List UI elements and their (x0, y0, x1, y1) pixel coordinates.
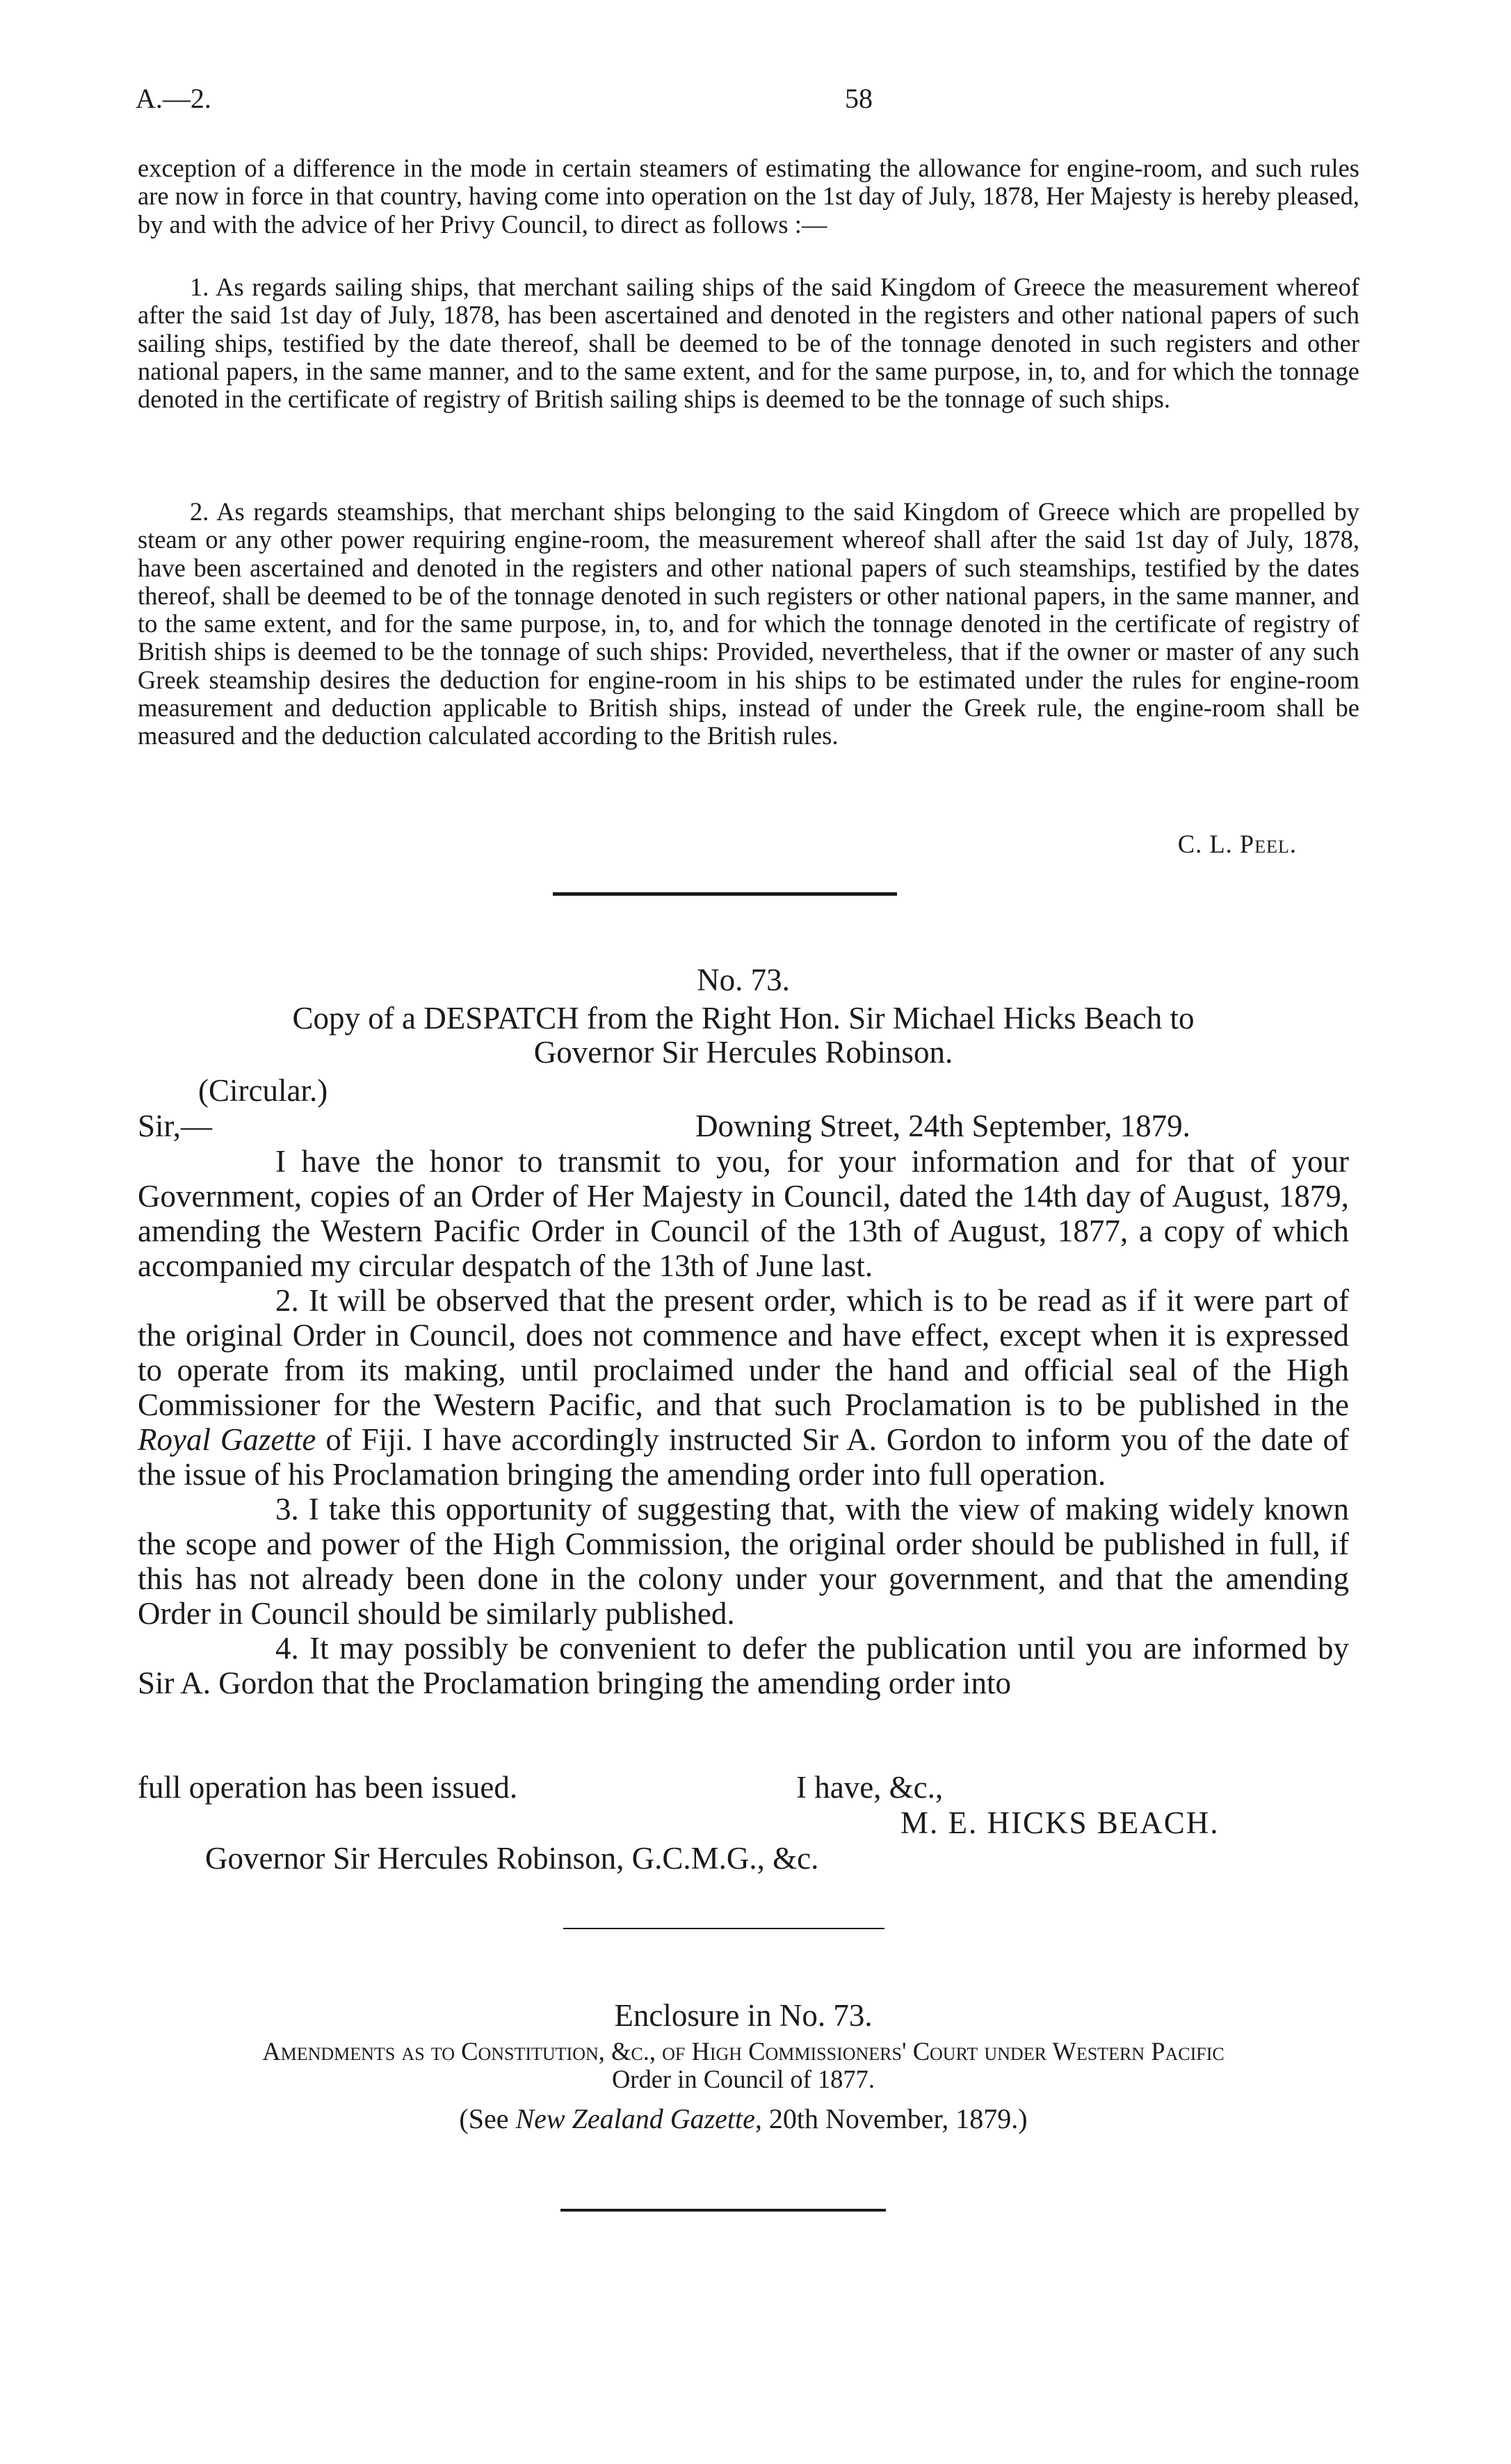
section-divider-3 (560, 2209, 886, 2212)
despatch-paragraph-4-last-line: full operation has been issued. (138, 1770, 518, 1805)
despatch-body (138, 1144, 1349, 1700)
enclosure-note-before: (See (459, 2103, 516, 2134)
running-header (136, 82, 1359, 124)
paragraph-2-text-a: 2. It will be observed that the present order, which is to be read as if it were part of the original Order in Council, does not commence and have effect, except when it is expressed to operate from its making, until proclaimed under the hand and official seal of the High Commissioner for the Western Pacific, and that such Proclamation is to be published in the (138, 1283, 1349, 1422)
despatch-closing: I have, &c., (796, 1770, 944, 1805)
despatch-title-line-2 (138, 1035, 1349, 1070)
paper-reference: A.—2. (136, 83, 211, 114)
salutation: Sir,— (138, 1109, 212, 1143)
despatch-paragraph-3: 3. I take this opportunity of suggesting that, with the view of making widely known the scope and power of the High Commission, the original order should be published in full, if this has not already been done in the colony under your government, and that the amending Order in Council should be similarly published. (138, 1492, 1349, 1631)
despatch-title-line-1 (138, 1001, 1349, 1036)
section-divider-2 (563, 1928, 884, 1929)
despatch-title-text-2: Governor Sir Hercules Robinson. (533, 1035, 953, 1070)
despatch-title-text: Copy of a DESPATCH from the Right Hon. Sir Michael Hicks Beach to (292, 1001, 1195, 1036)
despatch-paragraph-4: 4. It may possibly be convenient to defer the publication until you are informed by Sir A. Gordon that the Proclamation bringing the amending order into (138, 1631, 1349, 1700)
despatch-location-date: Downing Street, 24th September, 1879. (695, 1109, 1190, 1143)
enclosure-subject-line-1: Amendments as to Constitution, &c., of High Commissioners' Court under Western Pacific (262, 2037, 1225, 2066)
order-clause-1 (138, 273, 1359, 413)
order-signature: C. L. Peel. (1177, 830, 1297, 858)
paragraph-2-text-b: of Fiji. I have accordingly instructed Sir A. Gordon to inform you of the date of the issue of his Proclamation bringing the amending order into full operation. (138, 1422, 1349, 1492)
order-preamble (138, 154, 1359, 239)
section-divider (553, 892, 897, 896)
despatch-paragraph-1: I have the honor to transmit to you, for your information and for that of your Government, copies of an Order of Her Majesty in Council, dated the 14th day of August, 1879, amending the Western Pacific Order in Council of the 13th of August, 1877, a copy of which accompanied my circular despatch of the 13th of June last. (138, 1144, 1349, 1283)
despatch-paragraph-2 (138, 1283, 1349, 1492)
enclosure-heading: Enclosure in No. 73. (614, 1998, 873, 2033)
circular-label: (Circular.) (198, 1073, 328, 1108)
order-clause-2 (138, 498, 1359, 750)
royal-gazette-title: Royal Gazette (138, 1422, 316, 1457)
despatch-addressee: Governor Sir Hercules Robinson, G.C.M.G., &c. (205, 1841, 819, 1876)
preamble-text: exception of a difference in the mode in certain steamers of estimating the allowance for engine-room, and such rules are now in force in that country, having come into operation on the 1st day of July, 1878, Her Majesty is hereby pleased, by and with the advice of her Privy Council, to direct as follows :— (138, 154, 1359, 239)
enclosure-note-after: 20th November, 1879.) (761, 2103, 1028, 2134)
enclosure-note (138, 2104, 1349, 2134)
enclosure-subject-line-2: Order in Council of 1877. (611, 2065, 875, 2093)
nz-gazette-title: New Zealand Gazette, (515, 2103, 762, 2134)
despatch-number: No. 73. (697, 963, 790, 997)
clause-2-text: 2. As regards steamships, that merchant ships belonging to the said Kingdom of Greece which are propelled by steam or any other power requiring engine-room, the measurement whereof shall after the said 1st day of July, 1878, have been ascertained and denoted in the registers and other national papers of such steamships, testified by the dates thereof, shall be deemed to be of the tonnage denoted in such registers or other national papers, in the same manner, and to the same extent, and for the same purpose, in, to, and for which the tonnage denoted in the certificate of registry of British ships is deemed to be the tonnage of such ships: Provided, nevertheless, that if the owner or master of any such Greek steamship desires the deduction for engine-room in his ships to be estimated under the rules for engine-room measurement and deduction applicable to British ships, instead of under the Greek rule, the engine-room shall be measured and the deduction calculated according to the British rules. (138, 497, 1359, 750)
page-number: 58 (845, 83, 873, 114)
despatch-signature: M. E. HICKS BEACH. (900, 1805, 1220, 1840)
clause-1-text: 1. As regards sailing ships, that merchant sailing ships of the said Kingdom of Greece the measurement whereof after the said 1st day of July, 1878, has been ascertained and denoted in the registers and other national papers of such sailing ships, testified by the date thereof, shall be deemed to be of the tonnage denoted in such registers and other national papers, in the same manner, and to the same extent, and for the same purpose, in, to, and for which the tonnage denoted in the certificate of registry of British sailing ships is deemed to be the tonnage of such ships. (138, 273, 1359, 414)
